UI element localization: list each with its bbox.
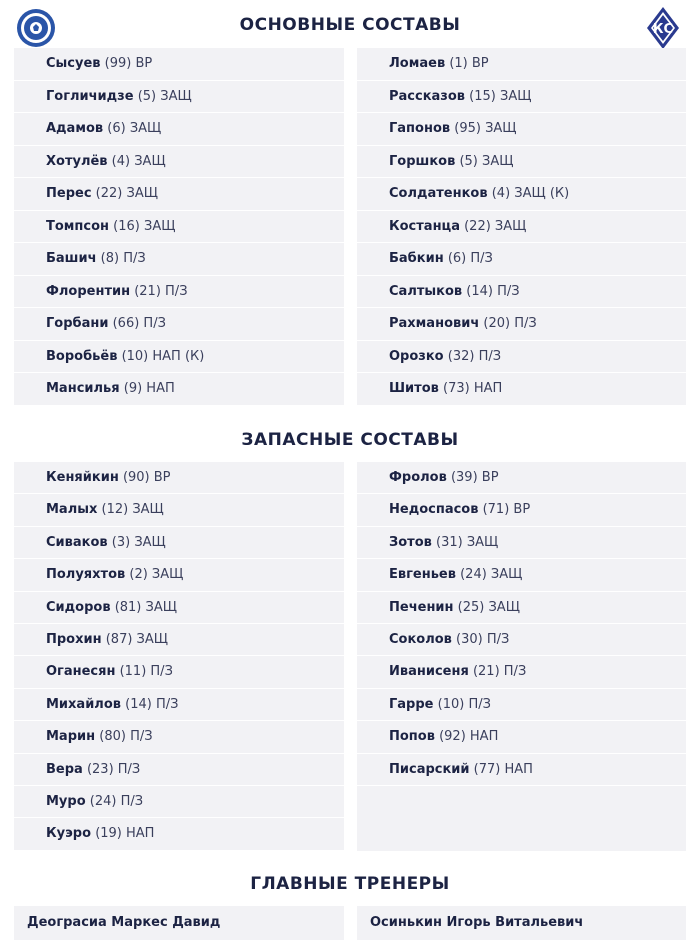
player-row — [357, 178, 686, 211]
player-name: Соколов — [389, 631, 452, 647]
player-name: Мансилья — [46, 381, 120, 396]
player-name: Гапонов — [389, 121, 451, 136]
player-name: Сидоров — [46, 599, 111, 615]
player-name: Фролов — [389, 470, 447, 485]
player-row — [14, 656, 344, 688]
player-row — [14, 624, 344, 656]
player-name: Недоспасов — [389, 502, 479, 518]
player-name: Салтыков — [389, 283, 463, 299]
player-name: Бабкин — [389, 251, 444, 266]
player-number-position: (10) П/З — [437, 696, 491, 712]
player-number-position: (32) П/З — [447, 348, 502, 364]
player-row — [357, 308, 686, 341]
player-name: Шитов — [389, 381, 439, 396]
coach-home-name: Деограсиа Маркес Давид — [27, 915, 221, 930]
player-name: Рахманович — [389, 316, 480, 331]
player-row — [14, 494, 344, 526]
starting-home-list — [14, 48, 344, 406]
player-row — [357, 624, 686, 656]
player-name: Михайлов — [46, 696, 121, 712]
player-row — [14, 527, 344, 559]
player-number-position: (24) П/З — [89, 793, 144, 809]
player-row — [14, 81, 344, 114]
player-row — [357, 243, 686, 276]
player-row — [357, 341, 686, 374]
player-row — [14, 146, 344, 179]
player-number-position: (21) П/З — [134, 283, 188, 299]
player-number-position: (21) П/З — [472, 664, 527, 680]
player-name: Писарский — [389, 761, 470, 777]
player-number-position: (22) ЗАЩ — [464, 218, 527, 234]
player-number-position: (90) ВР — [122, 470, 171, 485]
player-row — [14, 211, 344, 244]
player-name: Орозко — [389, 348, 444, 364]
player-number-position: (30) П/З — [456, 631, 510, 647]
player-number-position: (15) ЗАЩ — [469, 88, 532, 104]
player-name: Костанца — [389, 218, 460, 234]
player-row — [14, 276, 344, 309]
player-number-position: (1) ВР — [449, 56, 489, 71]
player-name: Евгеньев — [389, 567, 456, 583]
player-name: Оганесян — [46, 664, 116, 680]
player-name: Ломаев — [389, 56, 446, 71]
player-number-position: (14) П/З — [466, 283, 520, 299]
player-row — [357, 373, 686, 406]
player-name: Полуяхтов — [46, 567, 126, 583]
player-row — [357, 721, 686, 753]
player-number-position: (12) ЗАЩ — [101, 502, 164, 518]
player-number-position: (25) ЗАЩ — [457, 599, 520, 615]
player-row — [14, 559, 344, 591]
player-number-position: (31) ЗАЩ — [436, 534, 499, 550]
player-row — [14, 341, 344, 374]
player-name: Сиваков — [46, 534, 108, 550]
player-name: Прохин — [46, 631, 102, 647]
player-number-position: (66) П/З — [112, 316, 166, 331]
coach-away — [357, 906, 686, 940]
player-number-position: (80) П/З — [99, 729, 153, 745]
player-number-position: (8) П/З — [100, 251, 146, 266]
starting-away-list — [357, 48, 686, 406]
player-row — [357, 48, 686, 81]
player-name: Малых — [46, 502, 98, 518]
player-number-position: (20) П/З — [483, 316, 537, 331]
player-name: Муро — [46, 793, 86, 809]
player-number-position: (4) ЗАЩ (К) — [491, 186, 570, 201]
player-number-position: (24) ЗАЩ — [460, 567, 523, 583]
player-name: Хотулёв — [46, 153, 108, 169]
player-name: Горшков — [389, 153, 456, 169]
player-name: Печенин — [389, 599, 454, 615]
player-row — [357, 592, 686, 624]
head-coaches-heading: ГЛАВНЫЕ ТРЕНЕРЫ — [250, 874, 450, 894]
player-name: Перес — [46, 186, 92, 201]
player-row — [357, 527, 686, 559]
starting-lineups-heading: ОСНОВНЫЕ СОСТАВЫ — [239, 15, 461, 35]
player-number-position: (23) П/З — [86, 761, 141, 777]
player-row — [14, 689, 344, 721]
player-number-position: (39) ВР — [450, 470, 499, 485]
player-number-position: (16) ЗАЩ — [113, 218, 176, 234]
player-name: Куэро — [46, 826, 92, 842]
player-row — [14, 721, 344, 753]
player-number-position: (77) НАП — [473, 761, 533, 777]
player-number-position: (11) П/З — [119, 664, 173, 680]
player-name: Вера — [46, 761, 83, 777]
player-number-position: (73) НАП — [443, 381, 503, 396]
player-row — [14, 754, 344, 786]
player-number-position: (5) ЗАЩ — [137, 88, 192, 104]
player-number-position: (2) ЗАЩ — [129, 567, 184, 583]
player-number-position: (22) ЗАЩ — [95, 186, 158, 201]
player-row — [357, 113, 686, 146]
player-row — [14, 818, 344, 850]
player-row — [14, 48, 344, 81]
player-name: Попов — [389, 729, 435, 745]
player-number-position: (95) ЗАЩ — [454, 121, 517, 136]
player-name: Гогличидзе — [46, 88, 134, 104]
player-name: Сысуев — [46, 56, 101, 71]
subs-away-list — [357, 462, 686, 851]
player-row — [357, 689, 686, 721]
player-row — [14, 373, 344, 406]
player-row — [357, 211, 686, 244]
player-row — [14, 308, 344, 341]
player-name: Воробьёв — [46, 348, 118, 364]
player-row — [14, 243, 344, 276]
player-name: Иванисеня — [389, 664, 469, 680]
player-name: Рассказов — [389, 88, 466, 104]
player-number-position: (6) П/З — [447, 251, 493, 266]
player-row — [357, 146, 686, 179]
player-name: Горбани — [46, 316, 109, 331]
player-number-position: (6) ЗАЩ — [107, 121, 162, 136]
coach-away-name: Осинькин Игорь Витальевич — [370, 915, 584, 930]
player-row — [14, 786, 344, 818]
player-number-position: (92) НАП — [439, 729, 499, 745]
player-name: Флорентин — [46, 283, 131, 299]
player-number-position: (71) ВР — [482, 502, 531, 518]
player-row — [357, 656, 686, 688]
player-row — [357, 276, 686, 309]
player-number-position: (9) НАП — [123, 381, 175, 396]
player-row — [357, 559, 686, 591]
player-name: Солдатенков — [389, 186, 488, 201]
player-number-position: (14) П/З — [125, 696, 179, 712]
player-row — [357, 462, 686, 494]
player-number-position: (19) НАП — [95, 826, 155, 842]
svg-text:КС: КС — [652, 22, 674, 37]
coach-home — [14, 906, 344, 940]
player-name: Гарре — [389, 696, 434, 712]
player-number-position: (5) ЗАЩ — [459, 153, 514, 169]
player-number-position: (87) ЗАЩ — [105, 631, 168, 647]
substitutes-heading: ЗАПАСНЫЕ СОСТАВЫ — [241, 430, 459, 450]
player-name: Кеняйкин — [46, 470, 119, 485]
player-number-position: (81) ЗАЩ — [114, 599, 177, 615]
player-number-position: (99) ВР — [104, 56, 153, 71]
player-name: Томпсон — [46, 218, 110, 234]
player-row — [14, 592, 344, 624]
player-name: Марин — [46, 729, 96, 745]
player-row — [14, 462, 344, 494]
player-number-position: (4) ЗАЩ — [111, 153, 166, 169]
player-row — [14, 113, 344, 146]
player-name: Зотов — [389, 534, 432, 550]
player-number-position: (10) НАП (К) — [121, 348, 205, 364]
player-row — [357, 81, 686, 114]
subs-home-list — [14, 462, 344, 851]
player-row — [14, 178, 344, 211]
player-row — [357, 754, 686, 786]
player-name: Башич — [46, 251, 97, 266]
player-name: Адамов — [46, 121, 104, 136]
player-number-position: (3) ЗАЩ — [111, 534, 166, 550]
player-row — [357, 494, 686, 526]
